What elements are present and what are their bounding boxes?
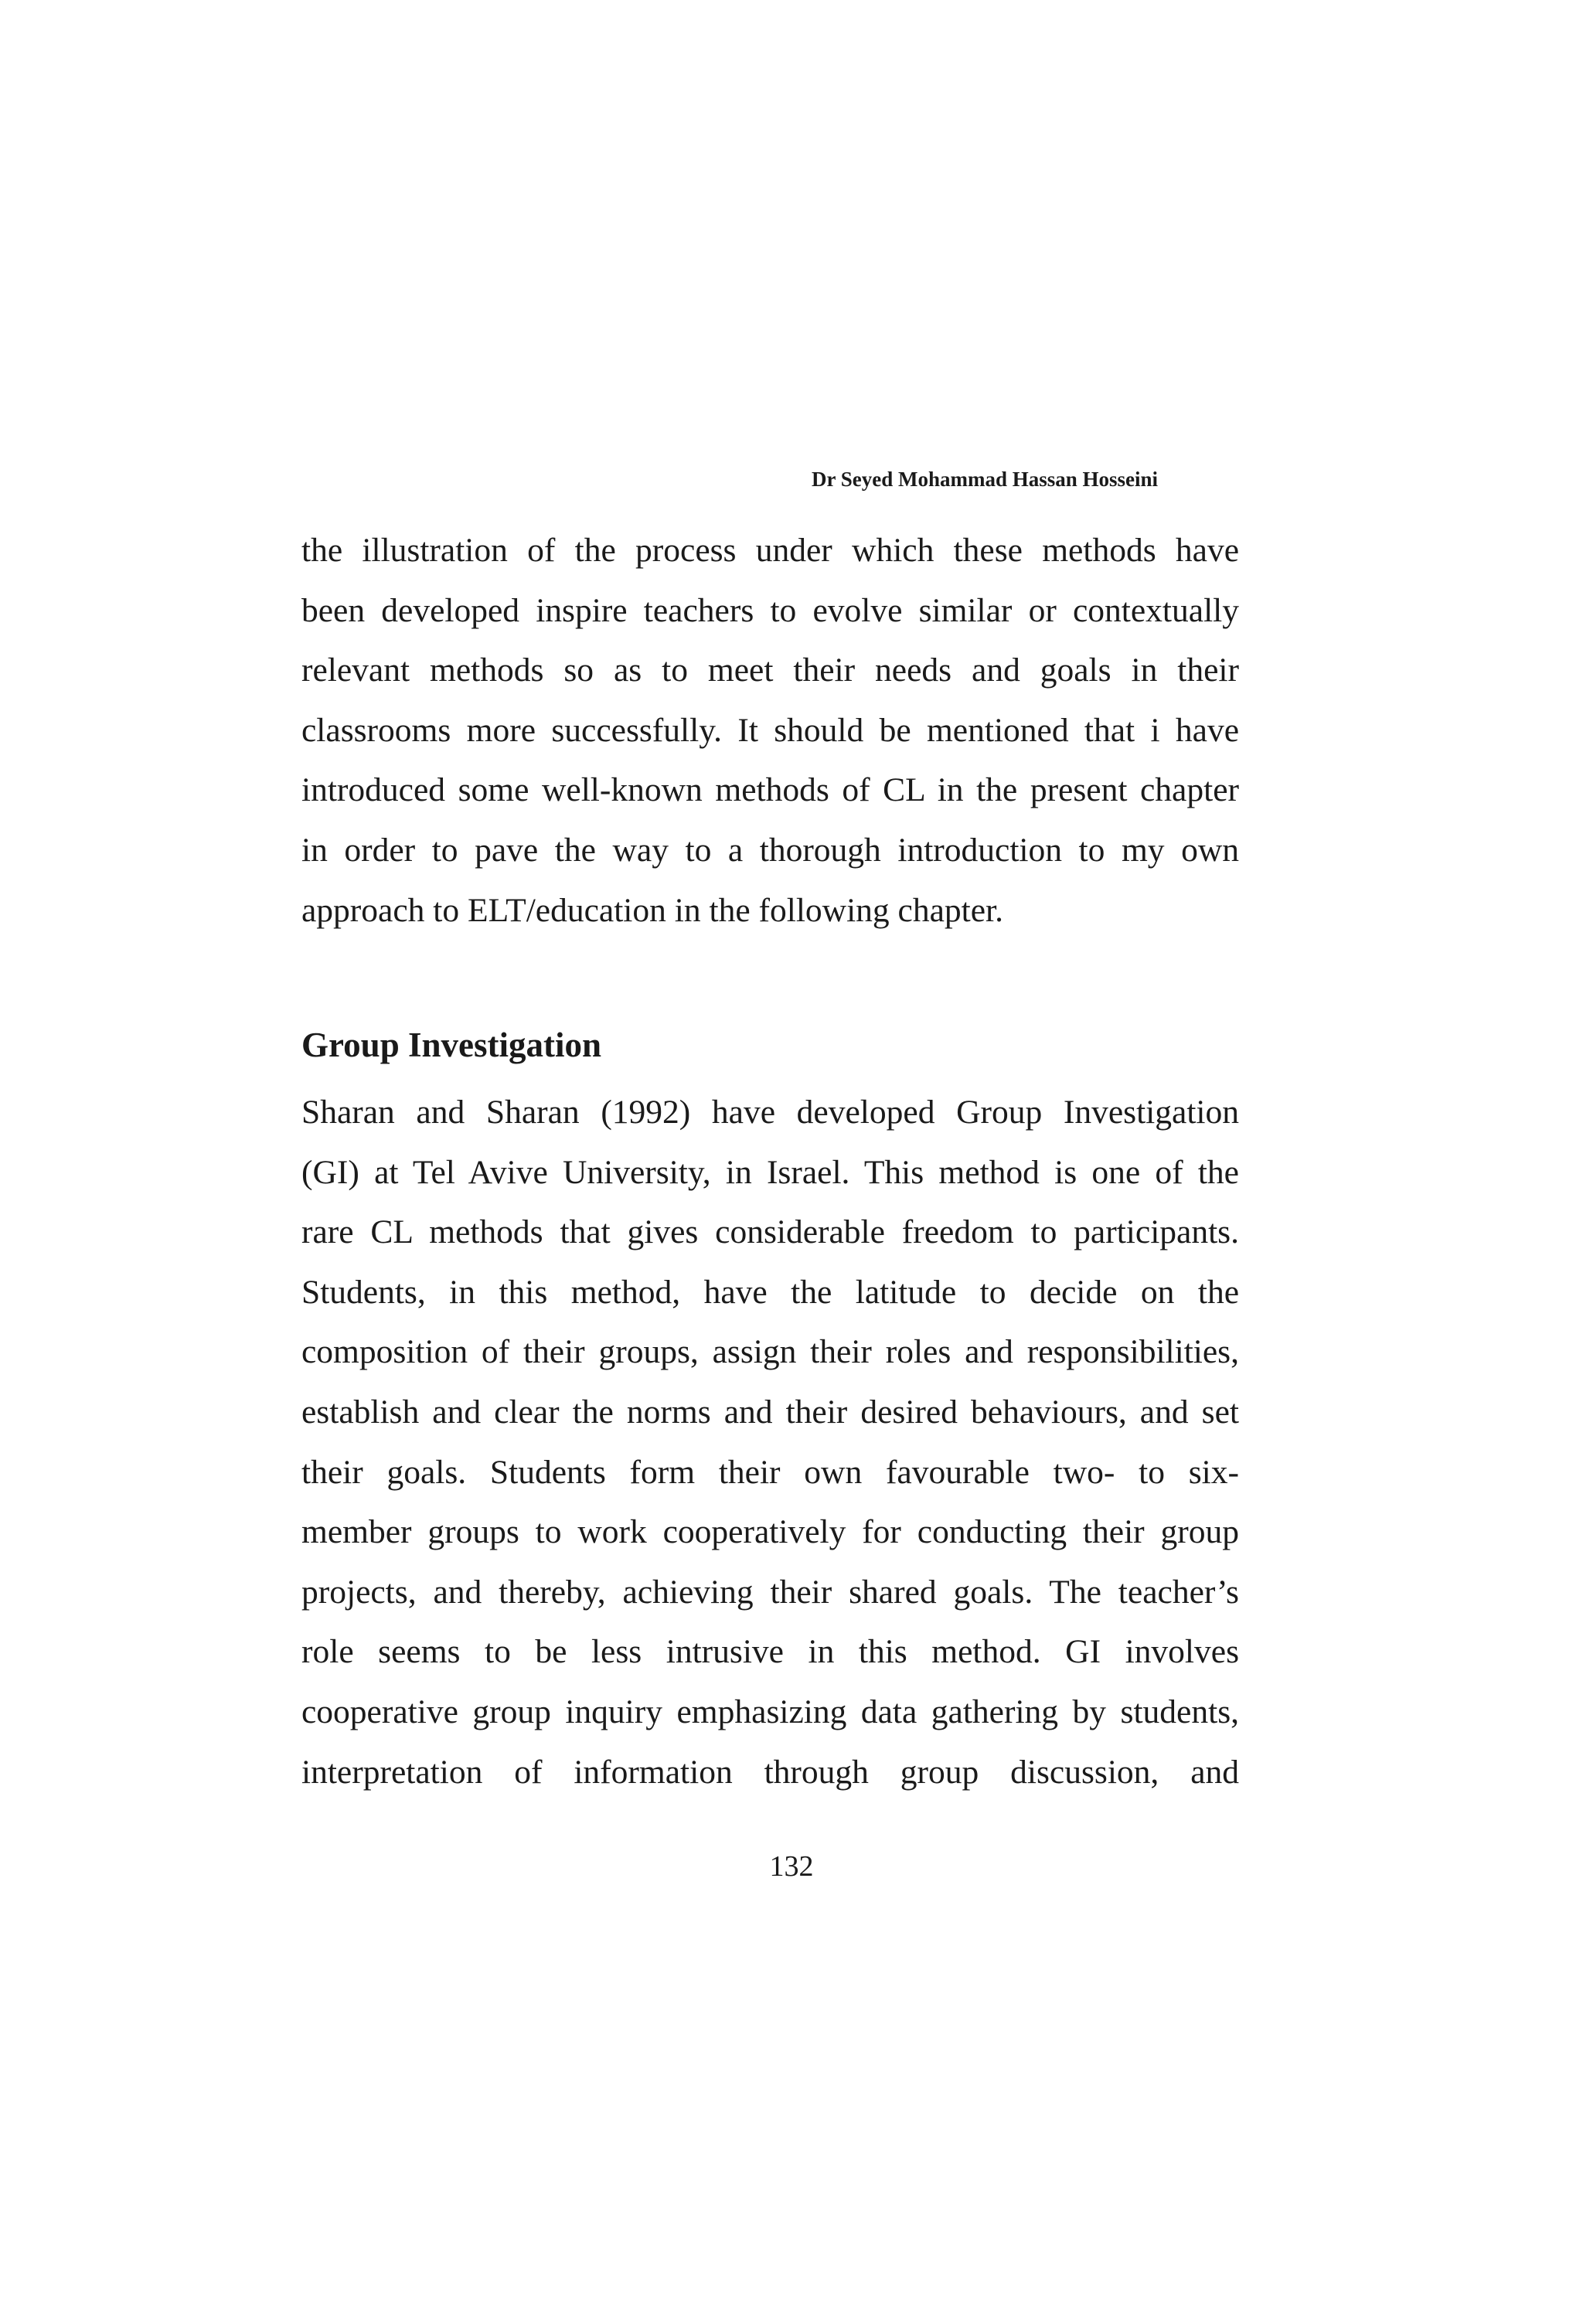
text-line: member groups to work cooperatively for conducting their group bbox=[301, 1513, 1239, 1551]
text-line: interpretation of information through group discussion, and bbox=[301, 1753, 1239, 1791]
text-line: rare CL methods that gives considerable freedom to participants. bbox=[301, 1213, 1239, 1251]
text-line: classrooms more successfully. It should be mentioned that i have bbox=[301, 711, 1239, 749]
text-line: composition of their groups, assign their roles and responsibilities, bbox=[301, 1333, 1239, 1371]
text-line: introduced some well-known methods of CL in the present chapter bbox=[301, 771, 1239, 809]
text-line: in order to pave the way to a thorough introduction to my own bbox=[301, 831, 1239, 869]
text-line: relevant methods so as to meet their needs and goals in their bbox=[301, 652, 1239, 689]
text-line: Sharan and Sharan (1992) have developed Group Investigation bbox=[301, 1094, 1239, 1131]
text-line: (GI) at Tel Avive University, in Israel. This method is one of the bbox=[301, 1153, 1239, 1191]
text-line: the illustration of the process under which these methods have bbox=[301, 532, 1239, 569]
text-line: approach to ELT/education in the following chapter. bbox=[301, 891, 1003, 929]
page-number: 132 bbox=[769, 1850, 814, 1883]
text-line: their goals. Students form their own favourable two- to six- bbox=[301, 1453, 1239, 1491]
text-line: establish and clear the norms and their desired behaviours, and set bbox=[301, 1393, 1239, 1431]
body-paragraph-intro bbox=[301, 521, 1239, 941]
text-line: been developed inspire teachers to evolve similar or contextually bbox=[301, 591, 1239, 629]
body-paragraph-group-investigation bbox=[301, 1083, 1239, 1802]
text-line: projects, and thereby, achieving their shared goals. The teacher’s bbox=[301, 1573, 1239, 1611]
text-line: role seems to be less intrusive in this method. GI involves bbox=[301, 1633, 1239, 1671]
text-line: cooperative group inquiry emphasizing data gathering by students, bbox=[301, 1693, 1239, 1730]
text-line: Students, in this method, have the latitude to decide on the bbox=[301, 1273, 1239, 1311]
running-head: Dr Seyed Mohammad Hassan Hosseini bbox=[812, 468, 1159, 491]
section-heading: Group Investigation bbox=[301, 1026, 601, 1064]
